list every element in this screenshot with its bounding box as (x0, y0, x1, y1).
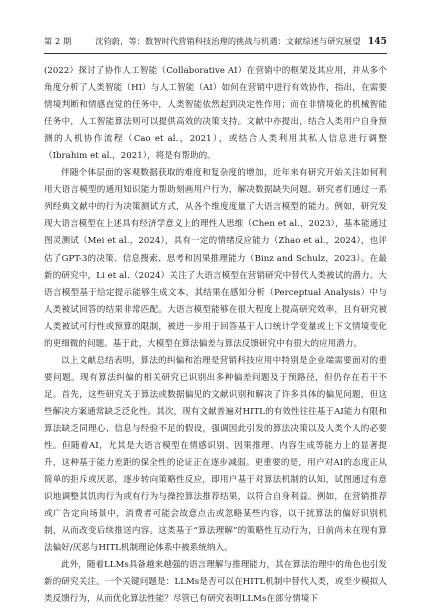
running-header (44, 36, 387, 50)
paragraph-3: 以上文献总结表明，算法的纠偏和治理是营销科技应用中特别是企业端需要面对的重要问题。现有算法纠偏的相关研究已识别出多种偏差问题及于预路径，但仍存在若干不足。首先，这些研究关于算法或数据偏见的文献识别和解决了许多具体的偏见问题，但这些解决方案通常缺乏泛化性。其次，现有文献普遍对HITL的有效性往往基于AI能力有限和算法缺乏同理心、信息与经验不足的假设，强调因此引发的算法决策以及人类个人的必要性。但随着AI，尤其是大语言模型在情感识别、因果推理、内容生成等能力上的显著提升，这种基于能力差距的保全性的论证正在逐步减弱。更重要的是，用户对AI的态度正从简单的拒斥或厌恶，逐步转向策略性反应，即用户基于对算法机制的认知，试图通过有意识地调整其饥肉行为或有行为与操控算法推荐结果，以符合自身利益。例如，在营销推荐或广告定向场景中，消费者可能会故意点击或忽略某些内容，以干扰算法的偏好识别机制，从而改变后续推送内容。这类基于“算法理解”的策略性互动行为，日前尚未在现有算法偏好/厌恶与HITL机制理论体系中被系统纳入。 (44, 355, 387, 554)
paragraph-4: 此外，随着LLMs具备越来越强的语言理解与推理能力，其在算法治理中的角色也引发新的研究关注。一个关键问题是：LLMs是否可以在HITL机制中替代人类，或至少模拟人类反馈行为，从而优化算法性能？尽管已有研究表明LLMs在部分情境下 (44, 560, 387, 605)
header-rule (44, 53, 387, 54)
paragraph-1: (2022）探讨了协作人工智能（Collaborative AI）在营销中的框架及其应用，并从多个角度分析了人类智能（HI）与人工智能（AI）如何在营销中进行有效协作，指出，在需要情境判断和情感直觉的任务中，人类智能依然起到决定性作用；而在非情境化的机械智能任务中，人工智能算法则可以提供高效的决策支持。文献中亦提出，结合人类用户自身预测的人机协作流程（Cao et al.，2021），或结合人类利用其私人信息进行调整（Ibrahim et al.，2021），将是有帮助的。 (44, 66, 387, 162)
running-title: 沈钧蔚，等：数智时代营销科技治理的挑战与机遇：文献综述与研究展望 (95, 36, 361, 46)
page-number: 145 (367, 37, 387, 47)
paragraph-2: 伴随个体层面的客观数据获取的难度和复杂度的增加，近年来有研究开始关注如何利用大语言模型的通用知识能力帮助刻画用户行为，解决数据缺失问题。研究者们通过一系列经典文献中的行为决策测试方式，从各个维度度量了大语言模型的能力。例如，研究发现大语言模型在上述具有经济学意义上的理性人思维（Chen et al.，2023），基本能通过图灵测试（Mei et al.，2024），具有一定的情绪反应能力（Zhao et al.，2024），也评估了GPT-3的决策、信息搜索、思考和因果推理能力（Binz and Schulz，2023）。在最新的研究中，Li et al.（2024）关注了大语言模型在营销研究中替代人类被试的潜力。大语言模型基于给定提示能够生成文本，其结果在感知分析（Perceptual Analysis）中与人类被试回答的结果非常匹配。大语言模型能够在很大程度上提高研究效率，且有研究被人类被试可行性或预算的限制，被进一步用于回答基于人口统计学变量或上下文情境变化的更细微的问题。基于此，大模型在算法偏差与算法反馈研究中有很大的应用潜力。 (44, 168, 387, 349)
article-body (44, 63, 387, 609)
issue-number: 第 2 期 (44, 36, 72, 46)
